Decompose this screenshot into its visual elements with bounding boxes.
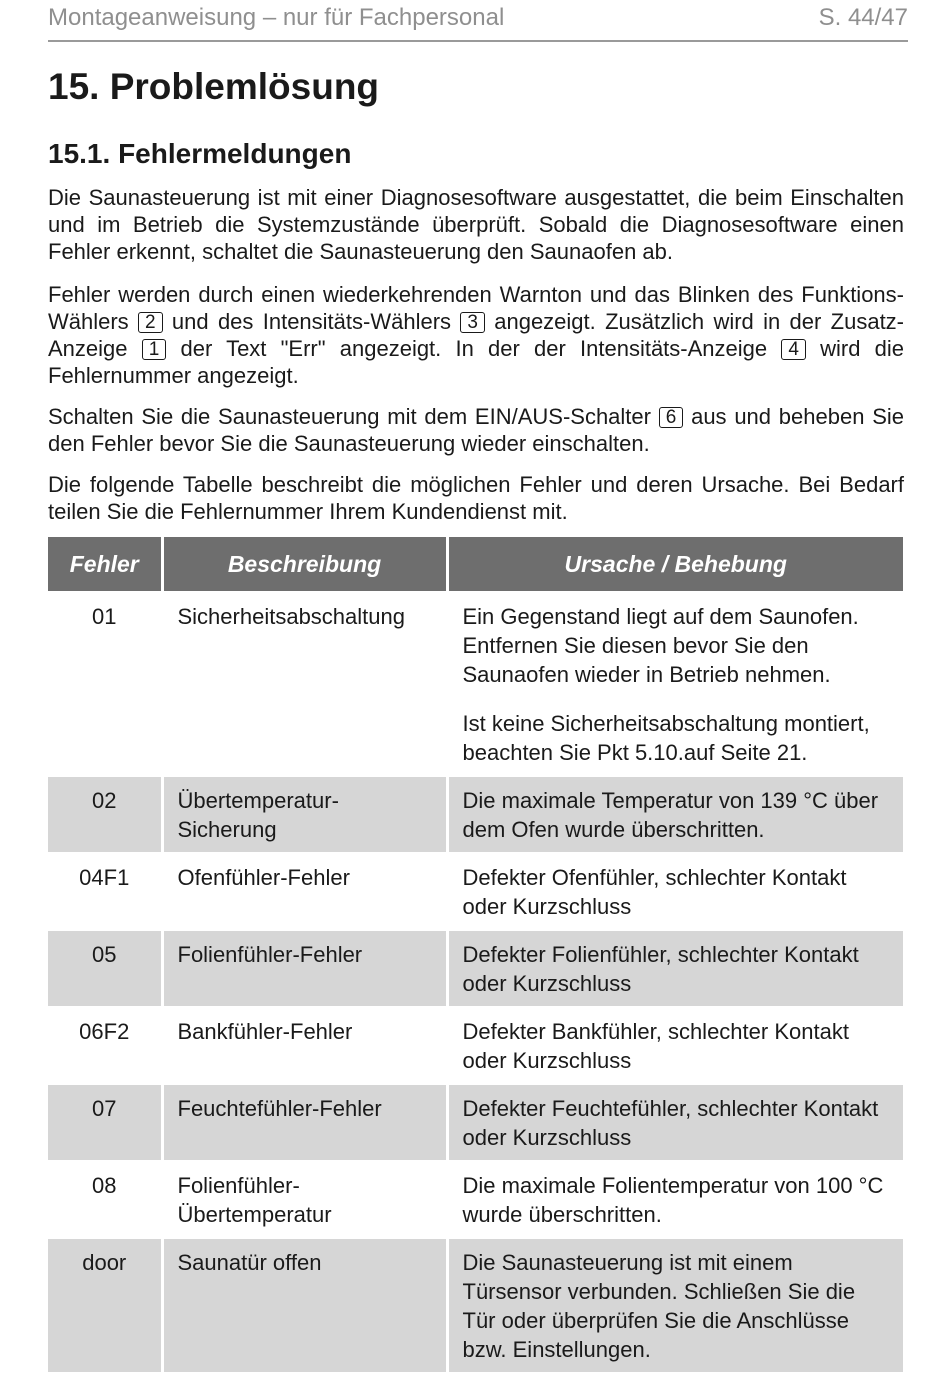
key-label-3: 3 xyxy=(460,312,485,333)
error-description: Übertemperatur-Sicherung xyxy=(162,776,447,853)
error-code: 07 xyxy=(48,1084,162,1161)
subsection-number: 15.1. xyxy=(48,138,111,169)
section-number: 15. xyxy=(48,66,100,107)
error-code: 05 xyxy=(48,930,162,1007)
table-row xyxy=(48,1238,903,1372)
table-row xyxy=(48,592,903,776)
page-number: S. 44/47 xyxy=(818,4,908,31)
error-description: Saunatür offen xyxy=(162,1238,447,1372)
section-heading xyxy=(48,66,379,108)
subsection-heading xyxy=(48,138,351,170)
error-cause: Die maximale Temperatur von 139 °C über dem Ofen wurde überschritten. xyxy=(447,776,903,853)
error-code: 08 xyxy=(48,1161,162,1238)
error-cause: Defekter Bankfühler, schlechter Kontakt oder Kurzschluss xyxy=(447,1007,903,1084)
error-code: 01 xyxy=(48,592,162,776)
table-header-row xyxy=(48,537,903,592)
key-label-6: 6 xyxy=(659,407,684,428)
intro-paragraph: Die Saunasteuerung ist mit einer Diagnosesoftware ausgestattet, die beim Einschalten und im Betrieb die Systemzustände überprüft. Sobald die Diagnosesoftware einen Fehler erkennt, schaltet die Saunasteuerung den Saunaofen ab. xyxy=(48,185,904,264)
table-row xyxy=(48,853,903,930)
subsection-title: Fehlermeldungen xyxy=(118,138,352,169)
error-table xyxy=(48,537,903,1372)
key-label-2: 2 xyxy=(138,312,163,333)
error-cause: Die maximale Folientemperatur von 100 °C wurde überschritten. xyxy=(447,1161,903,1238)
page-header xyxy=(48,0,908,42)
error-code: door xyxy=(48,1238,162,1372)
error-signal-paragraph: Fehler werden durch einen wiederkehrenden Warnton und das Blinken des Funktions-Wählers 2 und des Intensitäts-Wählers 3 angezeigt. Zusätzlich wird in der Zusatz-Anzeige 1 der Text "Err" angezeigt. In der der Intensitäts-Anzeige 4 wird die Fehlernummer angezeigt. xyxy=(48,282,905,388)
error-code: 04F1 xyxy=(48,853,162,930)
table-row xyxy=(48,776,903,853)
table-intro-paragraph: Die folgende Tabelle beschreibt die möglichen Fehler und deren Ursache. Bei Bedarf teilen Sie die Fehlernummer Ihrem Kundendienst mit. xyxy=(48,472,904,524)
error-description: Folienfühler-Übertemperatur xyxy=(162,1161,447,1238)
key-label-1: 1 xyxy=(142,339,167,360)
table-row xyxy=(48,1084,903,1161)
error-description: Ofenfühler-Fehler xyxy=(162,853,447,930)
error-description: Bankfühler-Fehler xyxy=(162,1007,447,1084)
table-row xyxy=(48,1161,903,1238)
key-label-4: 4 xyxy=(781,339,806,360)
section-title: Problemlösung xyxy=(109,66,380,107)
switch-off-paragraph: Schalten Sie die Saunasteuerung mit dem EIN/AUS-Schalter 6 aus und beheben Sie den Fehler bevor Sie die Saunasteuerung wieder einschalten. xyxy=(48,404,904,456)
column-header-ursache: Ursache / Behebung xyxy=(447,537,903,592)
table-row xyxy=(48,1007,903,1084)
error-cause: Die Saunasteuerung ist mit einem Türsensor verbunden. Schließen Sie die Tür oder überprüfen Sie die Anschlüsse bzw. Einstellungen. xyxy=(447,1238,903,1372)
column-header-beschreibung: Beschreibung xyxy=(162,537,447,592)
error-cause: Defekter Feuchtefühler, schlechter Kontakt oder Kurzschluss xyxy=(447,1084,903,1161)
table-row xyxy=(48,930,903,1007)
error-description: Folienfühler-Fehler xyxy=(162,930,447,1007)
error-code: 06F2 xyxy=(48,1007,162,1084)
error-description: Sicherheitsabschaltung xyxy=(162,592,447,776)
column-header-fehler: Fehler xyxy=(48,537,162,592)
document-title: Montageanweisung – nur für Fachpersonal xyxy=(48,4,505,31)
error-cause: Ein Gegenstand liegt auf dem Saunofen. Entfernen Sie diesen bevor Sie den Saunaofen wieder in Betrieb nehmen. Ist keine Sicherheitsabschaltung montiert, beachten Sie Pkt 5.10.auf Seite 21. xyxy=(447,592,903,776)
error-cause: Defekter Ofenfühler, schlechter Kontakt oder Kurzschluss xyxy=(447,853,903,930)
error-description: Feuchtefühler-Fehler xyxy=(162,1084,447,1161)
error-code: 02 xyxy=(48,776,162,853)
error-cause: Defekter Folienfühler, schlechter Kontakt oder Kurzschluss xyxy=(447,930,903,1007)
